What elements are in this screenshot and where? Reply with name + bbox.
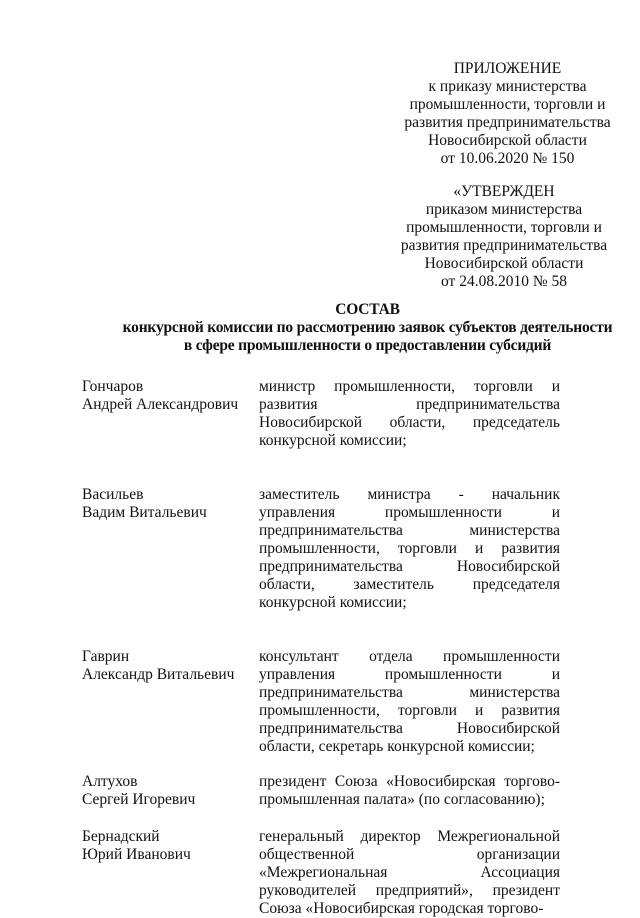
member-surname: Алтухов — [82, 773, 138, 790]
appendix-line: развития предпринимательства — [404, 114, 611, 131]
approval-header — [393, 183, 615, 291]
member-given-names: Юрий Иванович — [82, 846, 191, 863]
title-main: СОСТАВ — [335, 301, 400, 318]
member-role: генеральный директор Межрегиональной общественной организации «Межрегиональная Ассоциация руководителей предприятий», президент Союза «Новосибирская городская торгово- — [259, 828, 560, 917]
member-spacer — [82, 450, 560, 486]
member-row — [82, 773, 560, 809]
member-name — [82, 486, 259, 522]
member-row — [82, 648, 560, 756]
member-given-names: Сергей Игоревич — [82, 791, 196, 808]
approval-line: приказом министерства — [425, 201, 583, 218]
document-title — [110, 301, 625, 355]
approval-line: от 24.08.2010 № 58 — [441, 273, 567, 290]
member-spacer — [82, 756, 560, 773]
member-given-names: Андрей Александрович — [82, 396, 239, 413]
appendix-line: промышленности, торговли и — [409, 96, 606, 113]
member-row — [82, 486, 560, 612]
member-given-names: Вадим Витальевич — [82, 504, 207, 521]
member-row — [82, 378, 560, 450]
member-role: консультант отдела промышленности управления промышленности и предпринимательства министерства промышленности, торговли и развития предпринимательства Новосибирской области, секретарь конкурсной комиссии; — [259, 648, 560, 755]
approval-line: Новосибирской области — [424, 255, 584, 272]
member-role: заместитель министра - начальник управления промышленности и предпринимательства министерства промышленности, торговли и развития предпринимательства Новосибирской области, заместитель председателя конкурсной комиссии; — [259, 486, 560, 611]
member-given-names: Александр Витальевич — [82, 666, 235, 683]
member-name — [82, 648, 259, 684]
member-name — [82, 773, 259, 809]
approval-line: развития предпринимательства — [400, 237, 608, 254]
member-surname: Гаврин — [82, 648, 130, 665]
member-surname: Гончаров — [82, 378, 144, 395]
member-surname: Васильев — [82, 486, 144, 503]
member-role: президент Союза «Новосибирская торгово-промышленная палата» (по согласованию); — [259, 773, 560, 808]
member-name — [82, 828, 259, 864]
member-role: министр промышленности, торговли и развития предпринимательства Новосибирской области, председатель конкурсной комиссии; — [259, 378, 560, 449]
approval-line: «УТВЕРЖДЕН — [453, 183, 555, 200]
member-spacer — [82, 612, 560, 648]
approval-line: промышленности, торговли и — [406, 219, 602, 236]
member-spacer — [82, 809, 560, 828]
appendix-line: ПРИЛОЖЕНИЕ — [453, 60, 562, 77]
member-surname: Бернадский — [82, 828, 160, 845]
appendix-line: от 10.06.2020 № 150 — [440, 150, 575, 167]
title-line: в сфере промышленности о предоставлении субсидий — [183, 337, 552, 354]
appendix-line: Новосибирской области — [428, 132, 587, 149]
appendix-line: к приказу министерства — [428, 78, 587, 95]
title-line: конкурсной комиссии по рассмотрению заявок субъектов деятельности — [122, 319, 613, 336]
appendix-header — [400, 60, 615, 168]
commission-members — [82, 378, 560, 918]
member-name — [82, 378, 259, 414]
